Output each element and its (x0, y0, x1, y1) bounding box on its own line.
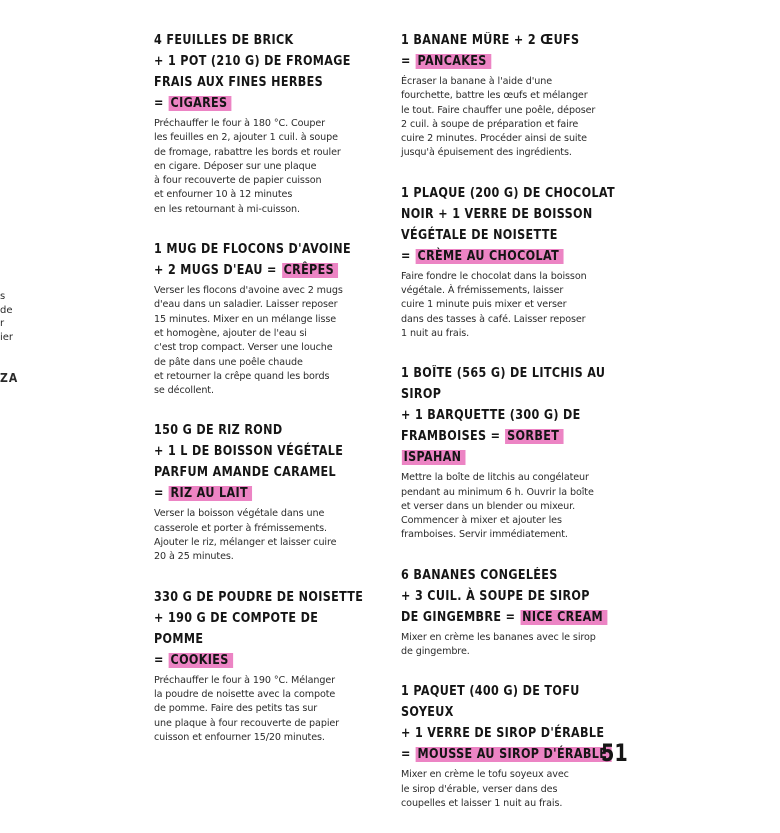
instruction-line: jusqu'à épuisement des ingrédients. (401, 147, 572, 159)
instruction-line: Faire fondre le chocolat dans la boisson (401, 270, 587, 282)
instruction-line: se décollent. (154, 385, 214, 397)
result-prefix: = (154, 652, 168, 668)
instruction-line: Commencer à mixer et ajouter les (401, 515, 562, 527)
instruction-line: de pâte dans une poêle chaude (154, 356, 303, 368)
result-prefix: DE GINGEMBRE = (401, 609, 520, 625)
instruction-line: 20 à 25 minutes. (154, 551, 234, 563)
fragment-heading: ZA (0, 371, 19, 385)
recipe-block (154, 239, 369, 398)
instruction-line: dans des tasses à café. Laisser reposer (401, 313, 586, 325)
instruction-line: et homogène, ajouter de l'eau si (154, 327, 307, 339)
fragment-line: ier (0, 331, 14, 343)
result-line (401, 426, 625, 468)
ingredient-line: 6 BANANES CONGELÉES (401, 567, 558, 583)
recipe-block (401, 565, 626, 660)
recipe-result-highlight: NICE CREAM (520, 610, 607, 625)
instruction-line: Mixer en crème le tofu soyeux avec (401, 769, 569, 781)
recipe-result-highlight: PANCAKES (416, 54, 491, 69)
recipe-title (401, 183, 625, 267)
recipe-instructions (154, 284, 369, 398)
result-line (401, 744, 625, 765)
ingredient-line: NOIR + 1 VERRE DE BOISSON (401, 206, 593, 222)
instruction-line: Ajouter le riz, mélanger et laisser cuire (154, 537, 337, 549)
instruction-line: une plaque à four recouverte de papier (154, 717, 340, 729)
instruction-line: casserole et porter à frémissements. (154, 522, 327, 534)
ingredient-line: VÉGÉTALE DE NOISETTE (401, 227, 558, 243)
instruction-line: de pomme. Faire des petits tas sur (154, 703, 318, 715)
instruction-line: et verser dans un blender ou mixeur. (401, 500, 576, 512)
result-line (154, 93, 368, 114)
recipe-result-highlight: CRÊPES (282, 263, 338, 278)
instruction-line: à four recouverte de papier cuisson (154, 175, 322, 187)
recipe-instructions (401, 768, 626, 811)
instruction-line: en cigare. Déposer sur une plaque (154, 160, 317, 172)
result-line (154, 260, 368, 281)
ingredient-line: 4 FEUILLES DE BRICK (154, 33, 294, 48)
instruction-line: Préchauffer le four à 190 °C. Mélanger (154, 674, 335, 686)
instruction-line: pendant au minimum 6 h. Ouvrir la boîte (401, 486, 594, 498)
recipe-instructions (154, 507, 369, 564)
instruction-line: 2 cuil. à soupe de préparation et faire (401, 118, 579, 130)
instruction-line: Préchauffer le four à 180 °C. Couper (154, 118, 326, 129)
ingredient-line: 1 BANANE MÛRE + 2 ŒUFS (401, 33, 580, 48)
instruction-line: Verser la boisson végétale dans une (154, 508, 325, 520)
result-line (401, 51, 625, 72)
recipe-title (154, 420, 368, 504)
instruction-line: cuire 2 minutes. Procéder ainsi de suite (401, 133, 587, 145)
result-line (154, 483, 368, 504)
fragment-line: r (0, 318, 5, 329)
instruction-line: Écraser la banane à l'aide d'une (401, 76, 553, 87)
ingredient-line: 330 G DE POUDRE DE NOISETTE (154, 589, 364, 605)
ingredient-line: + 1 VERRE DE SIROP D'ÉRABLE (401, 726, 605, 742)
recipe-result-highlight: CIGARES (169, 96, 232, 111)
recipe-title (401, 363, 625, 468)
recipe-instructions (401, 471, 626, 542)
recipe-block (154, 30, 369, 217)
instruction-line: végétale. À frémissements, laisser (401, 285, 564, 297)
instruction-line: en les retournant à mi-cuisson. (154, 203, 300, 215)
ingredient-line: 1 PAQUET (400 G) DE TOFU SOYEUX (401, 684, 580, 721)
ingredient-line: 150 G DE RIZ ROND (154, 423, 283, 439)
page-number: 51 (601, 739, 628, 767)
recipe-title (154, 587, 368, 671)
recipe-result-highlight: SORBET ISPAHAN (402, 429, 564, 465)
instruction-line: coupelles et laisser 1 nuit au frais. (401, 797, 563, 809)
recipe-instructions (401, 631, 626, 660)
fragment-line: s (0, 291, 6, 302)
instruction-line: d'eau dans un saladier. Laisser reposer (154, 299, 338, 311)
ingredient-line: + 190 G DE COMPOTE DE POMME (154, 610, 319, 647)
recipe-result-highlight: RIZ AU LAIT (169, 486, 252, 501)
instruction-line: et enfourner 10 à 12 minutes (154, 189, 293, 201)
result-prefix: = (154, 96, 168, 111)
right-column (401, 30, 626, 833)
instruction-line: le tout. Faire chauffer une poêle, déposer (401, 104, 596, 116)
fragment-line: de (0, 304, 13, 316)
recipe-title (401, 681, 625, 765)
recipe-result-highlight: CRÈME AU CHOCOLAT (416, 249, 564, 264)
result-line (401, 246, 625, 267)
instruction-line: et retourner la crêpe quand les bords (154, 370, 330, 382)
instruction-line: c'est trop compact. Verser une louche (154, 342, 333, 354)
instruction-line: 1 nuit au frais. (401, 327, 470, 339)
recipe-title (401, 30, 625, 72)
recipe-block (154, 587, 369, 745)
instruction-line: 15 minutes. Mixer en un mélange lisse (154, 313, 337, 325)
recipe-instructions (154, 674, 369, 745)
result-prefix: = (401, 747, 415, 763)
left-column (154, 30, 369, 767)
ingredient-line: 1 MUG DE FLOCONS D'AVOINE (154, 242, 351, 258)
recipe-instructions (401, 270, 626, 341)
instruction-line: fourchette, battre les œufs et mélanger (401, 90, 588, 102)
instruction-line: le sirop d'érable, verser dans des (401, 783, 558, 795)
instruction-line: Verser les flocons d'avoine avec 2 mugs (154, 285, 343, 297)
instruction-line: cuisson et enfourner 15/20 minutes. (154, 731, 325, 743)
result-prefix: + 2 MUGS D'EAU = (154, 263, 281, 279)
recipe-block (401, 183, 626, 341)
recipe-block (154, 420, 369, 564)
recipe-block (401, 363, 626, 542)
recipe-title (154, 30, 368, 114)
ingredient-line: + 1 POT (210 G) DE FROMAGE (154, 54, 351, 69)
ingredient-line: FRAIS AUX FINES HERBES (154, 75, 324, 90)
ingredient-line: 1 PLAQUE (200 G) DE CHOCOLAT (401, 185, 616, 201)
instruction-line: Mixer en crème les bananes avec le sirop (401, 631, 596, 643)
result-line (401, 607, 625, 628)
instruction-line: de fromage, rabattre les bords et rouler (154, 146, 341, 158)
instruction-line: la poudre de noisette avec la compote (154, 688, 336, 700)
result-prefix: = (154, 486, 168, 502)
ingredient-line: PARFUM AMANDE CARAMEL (154, 465, 336, 481)
recipe-block (401, 30, 626, 161)
recipe-block (401, 681, 626, 811)
instruction-line: Mettre la boîte de litchis au congélateur (401, 472, 589, 484)
recipe-title (401, 565, 625, 628)
result-prefix: FRAMBOISES = (401, 429, 505, 445)
recipe-title (154, 239, 368, 281)
instruction-line: de gingembre. (401, 646, 470, 658)
result-line (154, 650, 368, 671)
instruction-line: framboises. Servir immédiatement. (401, 529, 568, 541)
result-prefix: = (401, 54, 415, 69)
recipe-instructions (401, 75, 626, 161)
ingredient-line: + 1 BARQUETTE (300 G) DE (401, 408, 581, 424)
previous-page-fragment (0, 290, 22, 386)
ingredient-line: 1 BOÎTE (565 G) DE LITCHIS AU SIROP (401, 366, 606, 403)
result-prefix: = (401, 248, 415, 264)
instruction-line: cuire 1 minute puis mixer et verser (401, 299, 567, 311)
recipe-result-highlight: COOKIES (169, 653, 233, 668)
ingredient-line: + 3 CUIL. À SOUPE DE SIROP (401, 588, 590, 604)
instruction-line: les feuilles en 2, ajouter 1 cuil. à soupe (154, 132, 338, 144)
recipe-result-highlight: MOUSSE AU SIROP D'ÉRABLE (416, 747, 612, 762)
ingredient-line: + 1 L DE BOISSON VÉGÉTALE (154, 444, 344, 460)
recipe-instructions (154, 117, 369, 217)
